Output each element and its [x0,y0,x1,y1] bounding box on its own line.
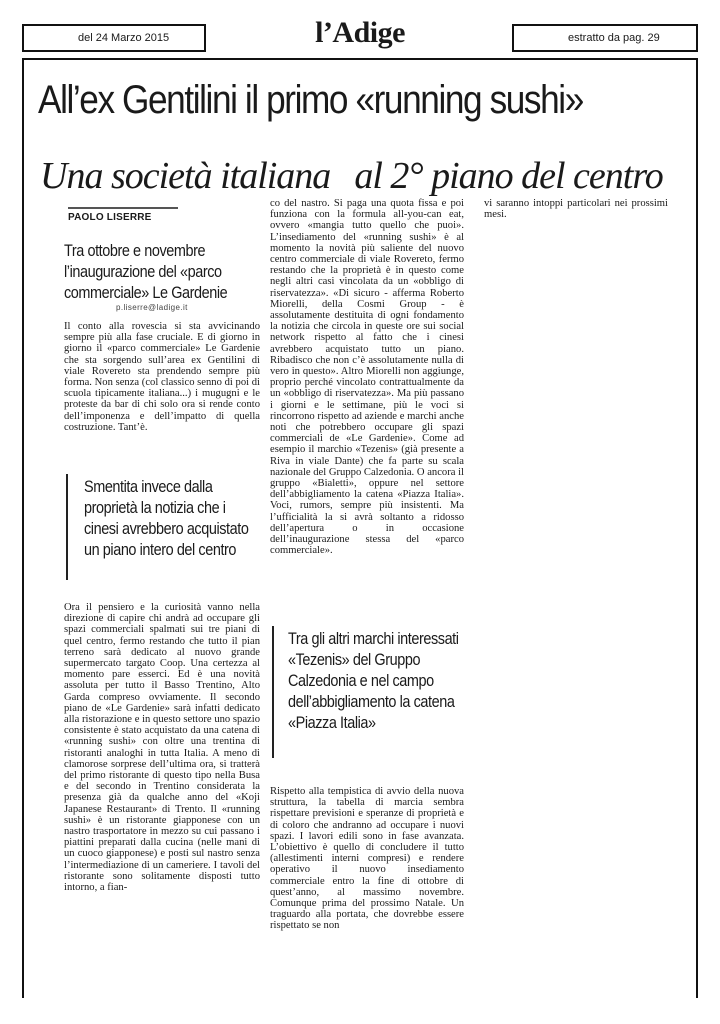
pull-quote-2: Smentita invece dalla proprietà la notizia che i cinesi avrebbero acquistato un piano intero del centro [84,477,249,559]
pull-quote-3-bar [272,626,274,758]
body-paragraph: vi saranno intoppi particolari nei prossimi mesi. [484,198,668,221]
body-column-1b [64,602,260,893]
body-paragraph: Ora il pensiero e la curiosità vanno nella direzione di capire chi andrà ad occupare gli spazi commerciali spalmati sui tre piani di quel centro, fermo restando che tutto il pian terreno sarà dedicato al nuovo grande supermercato targato Coop. Una certezza al momento pare esserci. Ed è una novità assoluta per tutto il Basso Trentino, Alto Garda compreso ovviamente. Il secondo piano de «Le Gardenie» sarà infatti dedicato alla ristorazione e in questo settore uno spazio consistente è stato acquistato da una catena di «running sushi» con oltre una trentina di ristoranti analoghi in tutta Italia. A meno di clamorose sorprese dell’ultima ora, si tratterà del primo ristorante di questo tipo nella Busa e del secondo in Trentino considerata la presenza già da qualche anno del «Koji Japanese Restaurant» di Trento. Il «running sushi» è un ristorante giapponese con un nastro trasportatore in mezzo su cui passano i piattini preparati dalla cucina (nelle mani di un cuoco giapponese) e posti sul nastro senza l’intermediazione di un cameriere. I tavoli del ristorante sono solitamente disposti tutto intorno, a fian- [64,602,260,894]
body-column-1a [64,321,260,433]
article-byline: PAOLO LISERRE [68,212,152,223]
article-subhead [40,154,700,198]
byline-rule [68,207,178,209]
body-column-2b [270,786,464,932]
body-paragraph: Il conto alla rovescia si sta avvicinando sempre più alla fase cruciale. E di giorno in giorno il «parco commerciale» Le Gardenie che sta sorgendo sull’area ex Gentilini di viale Rovereto sta prendendo sempre più forma. Non senza (col classico senno di poi di scuola tipicamente italiana...) i mugugni e le proteste da bar di chi solo ora si rende conto dell’imponenza e dell’impatto di quella costruzione. Tant’è. [64,321,260,433]
subhead-part2: al 2° piano del centro [354,155,663,197]
article-headline: All’ex Gentilini il primo «running sushi» [38,78,583,122]
newspaper-masthead: l’Adige [315,16,405,49]
pull-quote-2-bar [66,474,68,580]
subhead-part1: Una società italiana [40,155,331,197]
header-page-ref: estratto da pag. 29 [568,32,660,44]
body-column-2a [270,198,464,557]
header-page-ref-box [512,24,698,52]
pull-quote-3: Tra gli altri marchi interessati «Tezenis» del Gruppo Calzedonia e nel campo dell’abbigliamento la catena «Piazza Italia» [288,629,459,732]
pull-quote-1: Tra ottobre e novembre l’inaugurazione del «parco commerciale» Le Gardenie [64,241,228,302]
body-paragraph: Rispetto alla tempistica di avvio della nuova struttura, la tabella di marcia sembra rispettare previsioni e speranze di proprietà e di coloro che andranno ad occupare i nuovi spazi. I lavori edili sono in fase avanzata. L’obiettivo è quello di concludere il tutto (allestimenti interni compresi) e rendere operativo il nuovo insediamento commerciale entro la fine di ottobre di quest’anno, al massimo novembre. Comunque prima del prossimo Natale. Un traguardo alla portata, che dovrebbe essere rispettato se non [270,786,464,932]
body-column-3 [484,198,668,220]
header-date: del 24 Marzo 2015 [78,32,170,44]
header-date-box [22,24,206,52]
author-email: p.liserre@ladige.it [116,303,188,312]
body-paragraph: co del nastro. Si paga una quota fissa e poi funziona con la formula all-you-can eat, ovvero «mangia tutto quello che puoi». L’insediamento del «running sushi» è al momento la novità più saliente del nuovo centro commerciale di viale Rovereto, fermo restando che la proprietà è in questo come negli altri casi vincolata da un «obbligo di riservatezza». «Di sicuro - afferma Roberto Miorelli, della Cosmi Group - è assolutamente destituita di ogni fondamento la notizia che circola in queste ore sui social network rispetto al fatto che i cinesi avrebbero acquistato tutto un piano. Ribadisco che non c’è assolutamente nulla di vero in questo». Altro Miorelli non aggiunge, proprio perché vincolato contrattualmente da un «obbligo di riservatezza». Ma più passano i giorni e le settimane, più le voci si rincorrono rispetto ad aziende e marchi anche noti che potrebbero occupare gli spazi commerciali de «Le Gardenie». Come ad esempio il marchio «Tezenis» (già presente a Riva in viale Dante) che fa parte su scala nazionale del Gruppo Calzedonia. O ancora il gruppo «Bialetti», oppure nel settore dell’abbigliamento la catena «Piazza Italia». Voci, rumors, sempre più insistenti. Ma l’ufficialità la si avrà soltanto a ridosso dell’apertura o in occasione dell’inaugurazione stessa del «parco commerciale». [270,198,464,557]
